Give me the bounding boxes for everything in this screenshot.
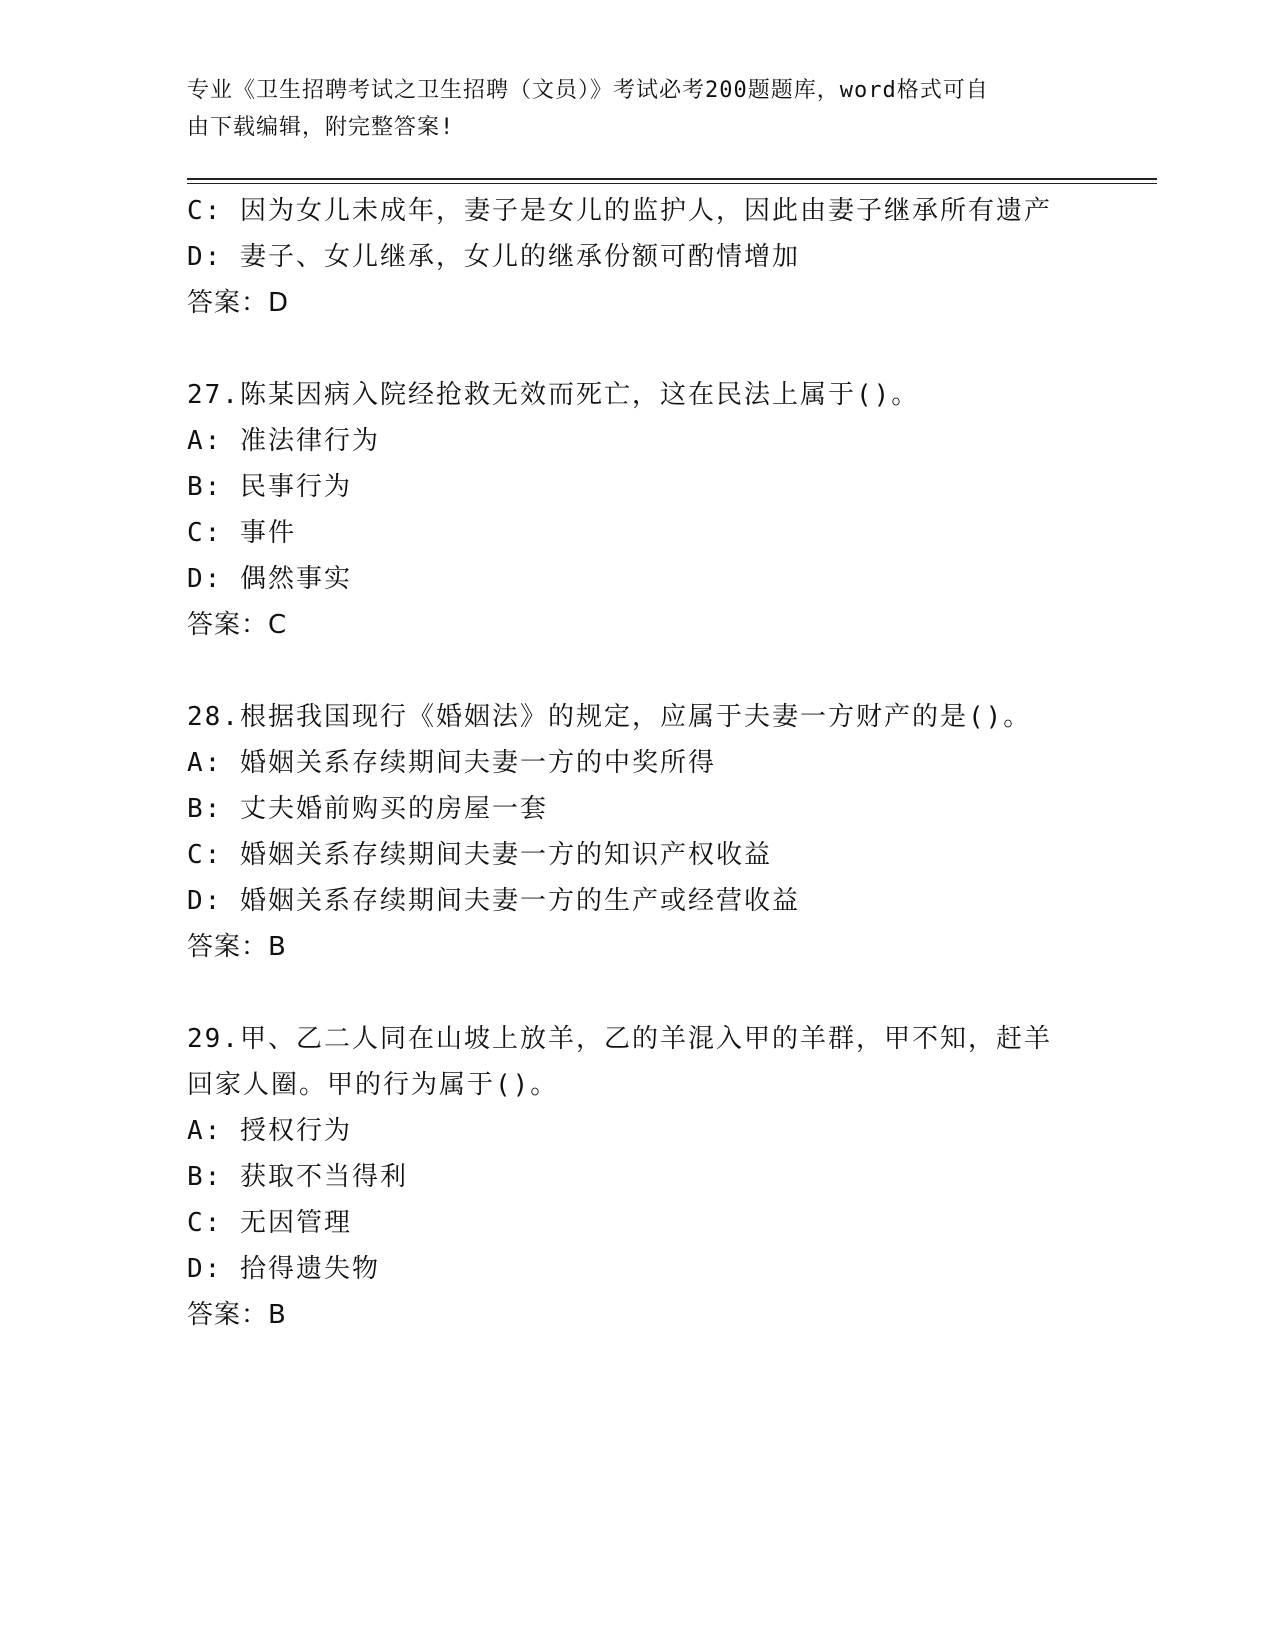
question-stem: 28.根据我国现行《婚姻法》的规定，应属于夫妻一方财产的是()。 xyxy=(187,702,1032,732)
question-stem-continued: 回家人圈。甲的行为属于()。 xyxy=(187,1070,559,1100)
option-c: C: 因为女儿未成年，妻子是女儿的监护人，因此由妻子继承所有遗产 xyxy=(187,196,1052,226)
option-a: A: 婚姻关系存续期间夫妻一方的中奖所得 xyxy=(187,748,716,778)
option-d: D: 拾得遗失物 xyxy=(187,1254,380,1284)
option-d: D: 妻子、女儿继承，女儿的继承份额可酌情增加 xyxy=(187,242,800,272)
question-stem: 29.甲、乙二人同在山坡上放羊，乙的羊混入甲的羊群，甲不知，赶羊 xyxy=(187,1024,1052,1054)
option-b: B: 民事行为 xyxy=(187,472,352,502)
spacer xyxy=(187,970,1087,1016)
option-c: C: 婚姻关系存续期间夫妻一方的知识产权收益 xyxy=(187,840,772,870)
option-b: B: 丈夫婚前购买的房屋一套 xyxy=(187,794,548,824)
question-27 xyxy=(187,372,1087,648)
option-a: A: 授权行为 xyxy=(187,1116,352,1146)
answer-line: 答案：D xyxy=(187,288,290,318)
header-line-1: 专业《卫生招聘考试之卫生招聘（文员）》考试必考200题题库，word格式可自 xyxy=(187,78,989,103)
answer-line: 答案：B xyxy=(187,1300,287,1330)
option-c: C: 事件 xyxy=(187,518,296,548)
question-29 xyxy=(187,1016,1087,1338)
answer-line: 答案：C xyxy=(187,610,288,640)
question-continuation xyxy=(187,188,1087,326)
option-a: A: 准法律行为 xyxy=(187,426,380,456)
answer-line: 答案：B xyxy=(187,932,287,962)
option-d: D: 偶然事实 xyxy=(187,564,352,594)
header-line-2: 由下载编辑，附完整答案! xyxy=(187,115,455,140)
header-divider-thin xyxy=(187,183,1157,184)
question-28 xyxy=(187,694,1087,970)
option-d: D: 婚姻关系存续期间夫妻一方的生产或经营收益 xyxy=(187,886,800,916)
option-c: C: 无因管理 xyxy=(187,1208,352,1238)
header-divider-thick xyxy=(187,178,1157,180)
option-b: B: 获取不当得利 xyxy=(187,1162,408,1192)
spacer xyxy=(187,648,1087,694)
spacer xyxy=(187,326,1087,372)
document-header xyxy=(187,72,1087,146)
question-stem: 27.陈某因病入院经抢救无效而死亡，这在民法上属于()。 xyxy=(187,380,920,410)
document-body xyxy=(187,188,1087,1338)
